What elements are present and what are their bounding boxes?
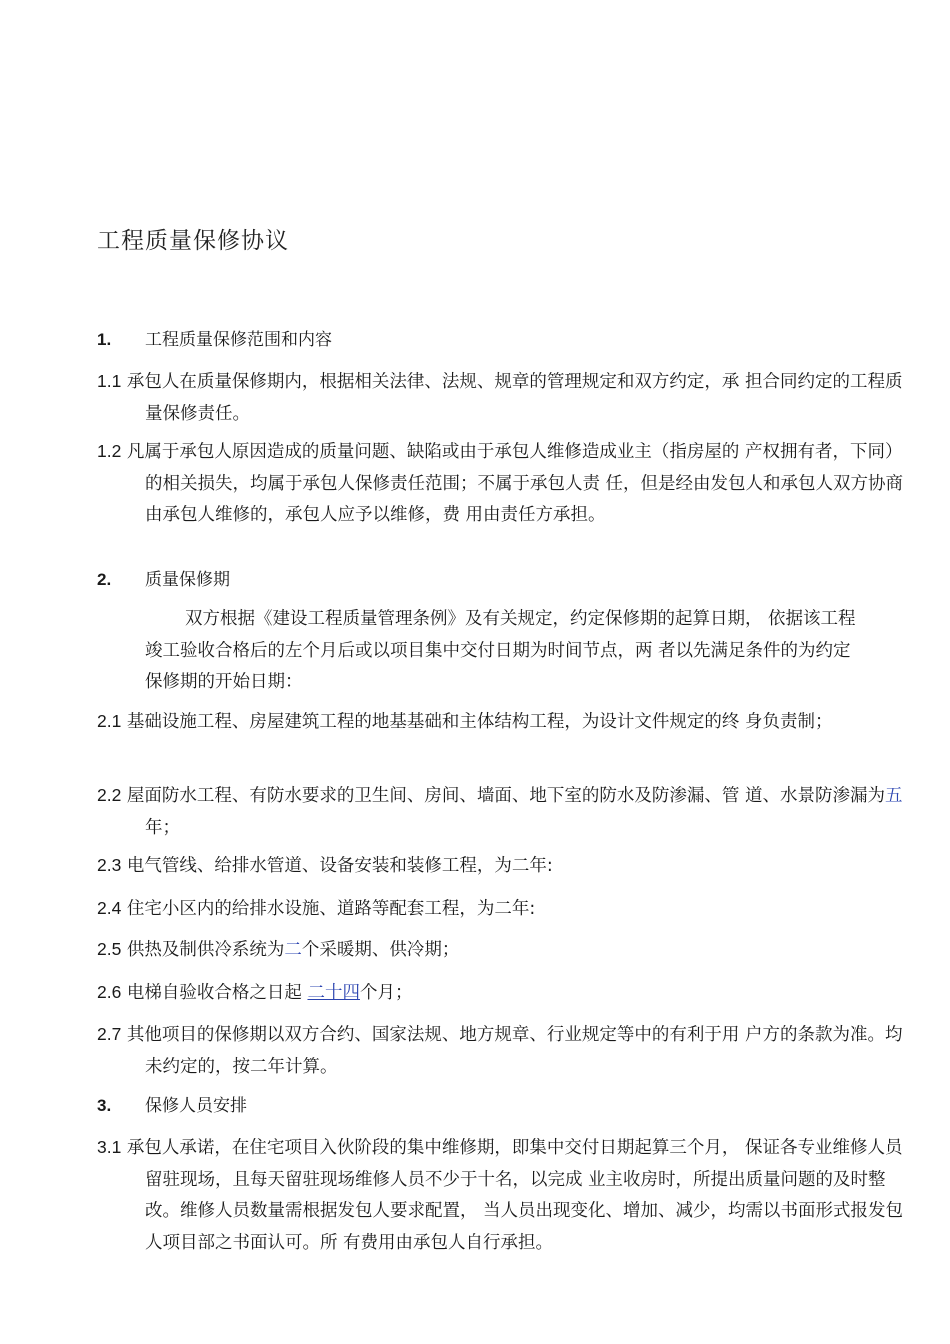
- clause-text-end: 个月；: [359, 983, 413, 1003]
- clause-number: 2.3: [97, 855, 122, 875]
- clause-text: 承包人承诺，在住宅项目入伙阶段的集中维修期，即集中交付日期起算三个月， 保证各专业维修人员留驻现场，且每天留驻现场维修人员不少于十名，以完成 业主收房时，所提出质量问题的及时整改。维修人员数量需根据发包人要求配置， 当人员出现变化、增加、减少，均需以书面形式报发包人项目部之书面认可。所 有费用由承包人自行承担。: [126, 1138, 904, 1253]
- clause-2-4: [97, 893, 905, 926]
- clause-number: 2.2: [97, 785, 122, 805]
- highlighted-term: 五: [884, 786, 903, 806]
- section-heading-2: [97, 568, 230, 592]
- clause-text: 其他项目的保修期以双方合约、国家法规、地方规章、行业规定等中的有利于用 户方的条款为准。均未约定的，按二年计算。: [126, 1025, 903, 1077]
- clause-1-1: [97, 366, 905, 430]
- clause-text: 住宅小区内的给排水设施、道路等配套工程，为二年:: [126, 899, 536, 919]
- clause-number: 2.6: [97, 982, 122, 1002]
- section-heading-3: [97, 1094, 247, 1118]
- clause-text-end: 年；: [145, 817, 180, 838]
- clause-number: 1.1: [97, 371, 122, 391]
- section-title: 工程质量保修范围和内容: [145, 330, 332, 350]
- clause-number: 2.4: [97, 898, 122, 918]
- warranty-period-intro: 双方根据《建设工程质量管理条例》及有关规定，约定保修期的起算日期， 依据该工程竣工验收合格后的左个月后或以项目集中交付日期为时间节点，两 者以先满足条件的为约定保修期的开始日期：: [145, 609, 856, 692]
- clause-text: 屋面防水工程、有防水要求的卫生间、房间、墙面、地下室的防水及防渗漏、管 道、水景防渗漏为: [126, 786, 885, 806]
- clause-2-1: [97, 706, 905, 739]
- section-number: 3.: [97, 1096, 112, 1115]
- section-title: 质量保修期: [145, 570, 230, 590]
- clause-number: 1.2: [97, 441, 122, 461]
- clause-text: 承包人在质量保修期内，根据相关法律、法规、规章的管理规定和双方约定，承 担合同约定的工程质量保修责任。: [126, 372, 903, 424]
- highlighted-term: 二十四: [307, 983, 360, 1003]
- clause-2-5: [97, 934, 905, 967]
- clause-number: 2.5: [97, 939, 122, 959]
- document-title: 工程质量保修协议: [97, 228, 289, 254]
- clause-text: 供热及制供冷系统为: [126, 940, 285, 960]
- clause-1-2: [97, 436, 905, 532]
- clause-text: 电梯自验收合格之日起: [126, 983, 308, 1003]
- clause-2-6: [97, 977, 905, 1010]
- clause-3-1: [97, 1132, 905, 1259]
- clause-text: 电气管线、给排水管道、设备安装和装修工程，为二年:: [126, 856, 553, 876]
- section-title: 保修人员安排: [145, 1096, 247, 1116]
- highlighted-term: 二: [284, 940, 302, 960]
- clause-number: 2.1: [97, 711, 122, 731]
- section-heading-1: [97, 328, 332, 352]
- section-number: 2.: [97, 570, 112, 589]
- clause-text: 基础设施工程、房屋建筑工程的地基基础和主体结构工程，为设计文件规定的终 身负责制；: [126, 712, 833, 732]
- clause-number: 3.1: [97, 1137, 122, 1157]
- clause-2-3: [97, 850, 905, 883]
- clause-text-end: 个采暖期、供冷期；: [301, 940, 460, 960]
- clause-2-2: [97, 780, 905, 844]
- clause-number: 2.7: [97, 1024, 122, 1044]
- clause-2-7: [97, 1019, 905, 1083]
- section-number: 1.: [97, 330, 112, 349]
- clause-text: 凡属于承包人原因造成的质量问题、缺陷或由于承包人维修造成业主（指房屋的 产权拥有者，下同）的相关损失，均属于承包人保修责任范围；不属于承包人责 任，但是经由发包人和承包人双方协商由承包人维修的，承包人应予以维修，费 用由责任方承担。: [126, 442, 904, 525]
